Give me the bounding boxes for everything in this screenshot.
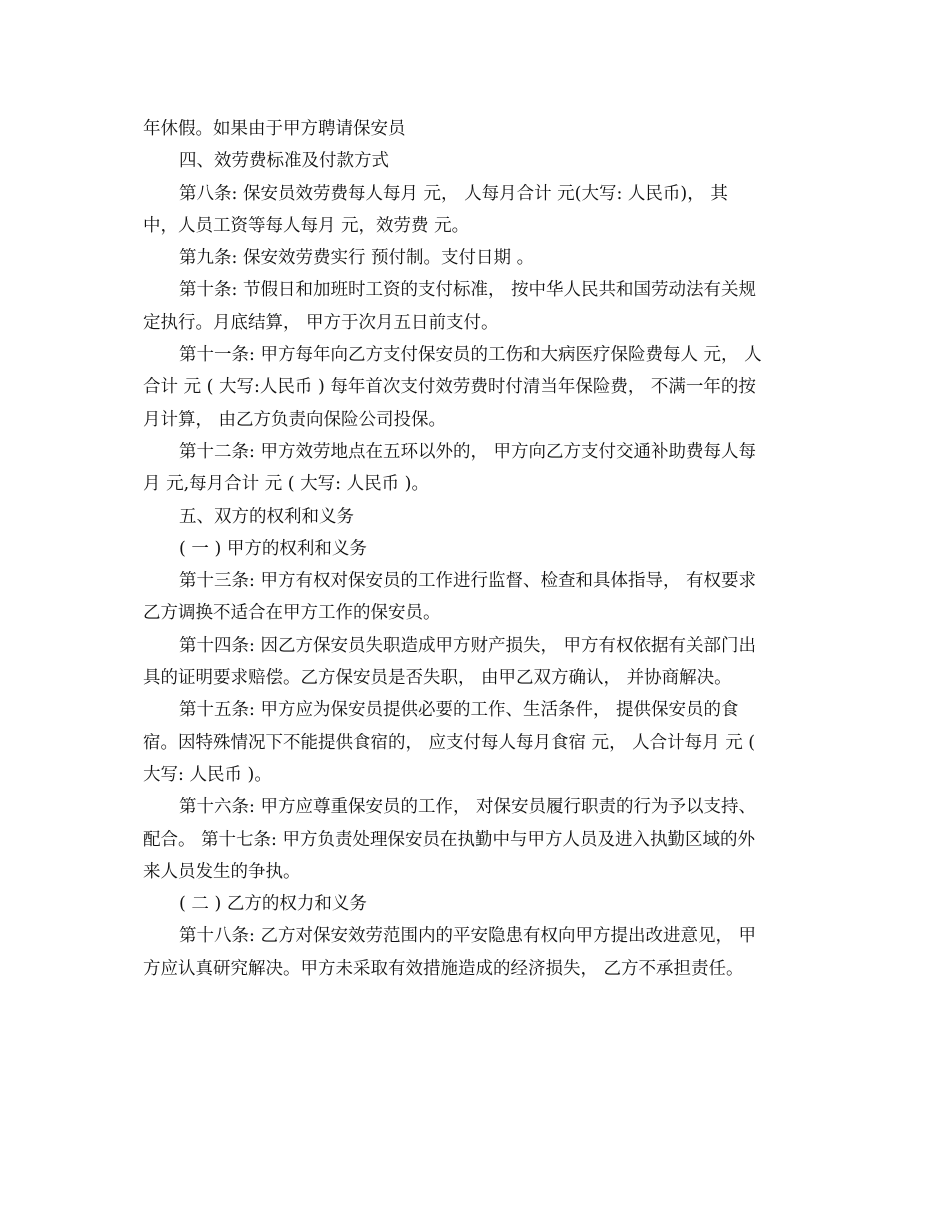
text-line: 具的证明要求赔偿。乙方保安员是否失职， 由甲乙双方确认， 并协商解决。 (143, 668, 732, 689)
text-line: 配合。 第十七条: 甲方负责处理保安员在执勤中与甲方人员及进入执勤区域的外 (143, 829, 756, 850)
text-line: 宿。因特殊情况下不能提供食宿的， 应支付每人每月食宿 元， 人合计每月 元 ( (143, 732, 756, 753)
subsection-heading: ( 二 ) 乙方的权力和义务 (179, 894, 367, 915)
document-body (143, 113, 808, 985)
text-line: 第十三条: 甲方有权对保安员的工作进行监督、检查和具体指导， 有权要求 (179, 571, 757, 592)
subsection-heading: ( 一 ) 甲方的权利和义务 (179, 538, 367, 559)
text-line: 年休假。如果由于甲方聘请保安员 (143, 119, 406, 139)
text-line: 第十条: 节假日和加班时工资的支付标准， 按中华人民共和国劳动法有关规 (179, 280, 757, 301)
text-line: 月 元,每月合计 元 ( 大写: 人民币 )。 (143, 474, 429, 495)
text-line: 月计算， 由乙方负责向保险公司投保。 (143, 409, 447, 430)
text-line: 方应认真研究解决。甲方未采取有效措施造成的经济损失， 乙方不承担责任。 (143, 958, 744, 979)
text-line: 来人员发生的争执。 (143, 861, 301, 882)
text-line: 第十六条: 甲方应尊重保安员的工作， 对保安员履行职责的行为予以支持、 (179, 797, 757, 818)
text-line: 第十四条: 因乙方保安员失职造成甲方财产损失， 甲方有权依据有关部门出 (179, 635, 757, 656)
text-line: 第十一条: 甲方每年向乙方支付保安员的工伤和大病医疗保险费每人 元， 人 (179, 345, 762, 366)
text-line: 大写: 人民币 )。 (143, 764, 272, 785)
section-heading: 四、效劳费标准及付款方式 (179, 151, 389, 172)
text-line: 第十五条: 甲方应为保安员提供必要的工作、生活条件， 提供保安员的食 (179, 700, 739, 721)
text-line: 第九条: 保安效劳费实行 预付制。支付日期 。 (179, 248, 535, 269)
text-line: 第十八条: 乙方对保安效劳范围内的平安隐患有权向甲方提出改进意见， 甲 (179, 926, 757, 947)
text-line: 第十二条: 甲方效劳地点在五环以外的， 甲方向乙方支付交通补助费每人每 (179, 441, 757, 462)
text-line: 乙方调换不适合在甲方工作的保安员。 (143, 603, 441, 624)
text-line: 中，人员工资等每人每月 元，效劳费 元。 (143, 215, 470, 236)
text-line: 定执行。月底结算， 甲方于次月五日前支付。 (143, 312, 499, 333)
section-heading: 五、双方的权利和义务 (179, 506, 354, 527)
text-line: 第八条: 保安员效劳费每人每月 元， 人每月合计 元(大写: 人民币)， 其 (179, 183, 728, 204)
text-line: 合计 元 ( 大写:人民币 ) 每年首次支付效劳费时付清当年保险费， 不满一年的按 (143, 377, 756, 398)
